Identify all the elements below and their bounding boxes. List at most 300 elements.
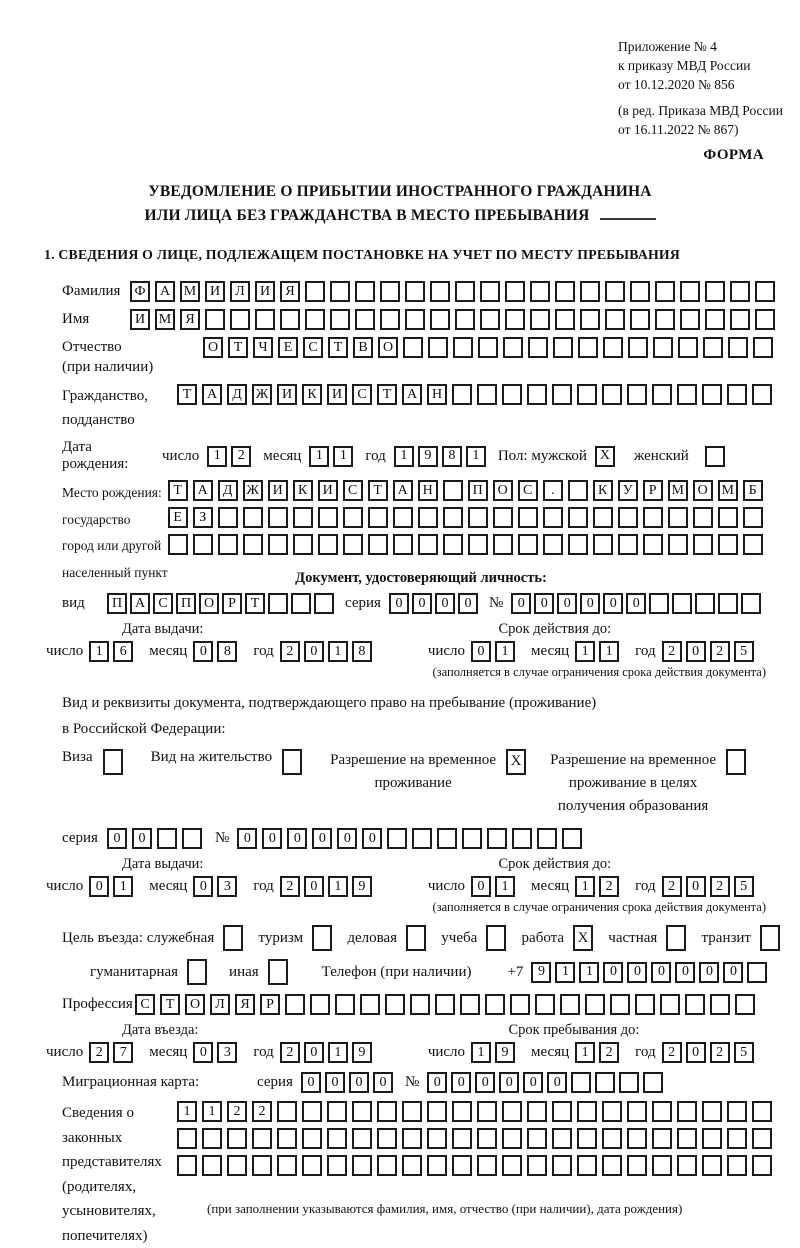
char-box[interactable]: С xyxy=(518,480,538,501)
char-box[interactable]: Р xyxy=(260,994,280,1015)
char-box[interactable] xyxy=(660,994,680,1015)
char-box[interactable] xyxy=(580,281,600,302)
checkbox-male[interactable]: X xyxy=(595,446,615,467)
char-box[interactable] xyxy=(537,828,557,849)
char-box[interactable] xyxy=(635,994,655,1015)
char-box[interactable] xyxy=(377,1101,397,1122)
char-box[interactable] xyxy=(680,309,700,330)
char-box[interactable]: 0 xyxy=(132,828,152,849)
char-box[interactable] xyxy=(368,507,388,528)
char-box[interactable] xyxy=(741,593,761,614)
char-box[interactable] xyxy=(427,1128,447,1149)
char-box[interactable]: С xyxy=(352,384,372,405)
char-box[interactable] xyxy=(693,507,713,528)
char-box[interactable]: К xyxy=(593,480,613,501)
char-box[interactable]: 0 xyxy=(686,876,706,897)
char-box[interactable]: 1 xyxy=(599,641,619,662)
char-box[interactable] xyxy=(352,1101,372,1122)
char-box[interactable]: А xyxy=(155,281,175,302)
char-box[interactable]: 0 xyxy=(686,1042,706,1063)
char-box[interactable] xyxy=(327,1155,347,1176)
char-box[interactable] xyxy=(703,337,723,358)
checkbox-private[interactable] xyxy=(666,925,686,951)
checkbox-visa[interactable] xyxy=(103,749,123,775)
char-box[interactable] xyxy=(602,1155,622,1176)
char-box[interactable] xyxy=(553,337,573,358)
char-box[interactable]: 9 xyxy=(418,446,438,467)
char-box[interactable] xyxy=(577,384,597,405)
char-box[interactable] xyxy=(560,994,580,1015)
char-box[interactable] xyxy=(655,309,675,330)
checkbox-official[interactable] xyxy=(223,925,243,951)
checkbox-other[interactable] xyxy=(268,959,288,985)
char-box[interactable]: 1 xyxy=(471,1042,491,1063)
char-box[interactable] xyxy=(747,962,767,983)
char-box[interactable] xyxy=(343,534,363,555)
char-box[interactable] xyxy=(753,337,773,358)
char-box[interactable]: 2 xyxy=(710,876,730,897)
char-box[interactable] xyxy=(668,534,688,555)
char-box[interactable] xyxy=(318,534,338,555)
char-box[interactable] xyxy=(627,1128,647,1149)
char-box[interactable]: Л xyxy=(230,281,250,302)
char-box[interactable] xyxy=(405,309,425,330)
char-box[interactable] xyxy=(718,534,738,555)
char-box[interactable] xyxy=(430,309,450,330)
char-box[interactable]: С xyxy=(343,480,363,501)
char-box[interactable] xyxy=(314,593,334,614)
char-box[interactable]: 1 xyxy=(113,876,133,897)
char-box[interactable]: Ф xyxy=(130,281,150,302)
char-box[interactable] xyxy=(693,534,713,555)
char-box[interactable]: Т xyxy=(245,593,265,614)
char-box[interactable] xyxy=(752,1155,772,1176)
char-box[interactable] xyxy=(293,507,313,528)
char-box[interactable] xyxy=(618,507,638,528)
char-box[interactable] xyxy=(705,281,725,302)
char-box[interactable] xyxy=(285,994,305,1015)
char-box[interactable] xyxy=(577,1128,597,1149)
char-box[interactable] xyxy=(527,384,547,405)
char-box[interactable]: 5 xyxy=(734,1042,754,1063)
char-box[interactable]: И xyxy=(205,281,225,302)
char-box[interactable] xyxy=(268,507,288,528)
char-box[interactable]: 0 xyxy=(471,641,491,662)
char-box[interactable] xyxy=(672,593,692,614)
char-box[interactable]: 5 xyxy=(734,876,754,897)
char-box[interactable] xyxy=(410,994,430,1015)
char-box[interactable] xyxy=(255,309,275,330)
char-box[interactable]: 0 xyxy=(534,593,554,614)
char-box[interactable] xyxy=(593,534,613,555)
char-box[interactable]: 8 xyxy=(217,641,237,662)
char-box[interactable]: П xyxy=(468,480,488,501)
char-box[interactable]: Т xyxy=(228,337,248,358)
char-box[interactable] xyxy=(552,1128,572,1149)
char-box[interactable] xyxy=(502,1101,522,1122)
char-box[interactable] xyxy=(677,384,697,405)
char-box[interactable] xyxy=(535,994,555,1015)
char-box[interactable]: 1 xyxy=(466,446,486,467)
char-box[interactable] xyxy=(343,507,363,528)
char-box[interactable]: 0 xyxy=(304,641,324,662)
char-box[interactable] xyxy=(502,1155,522,1176)
char-box[interactable] xyxy=(568,480,588,501)
char-box[interactable] xyxy=(730,309,750,330)
char-box[interactable] xyxy=(468,534,488,555)
char-box[interactable] xyxy=(493,507,513,528)
char-box[interactable]: 2 xyxy=(662,876,682,897)
char-box[interactable] xyxy=(268,534,288,555)
char-box[interactable]: 0 xyxy=(427,1072,447,1093)
char-box[interactable] xyxy=(528,337,548,358)
char-box[interactable] xyxy=(677,1101,697,1122)
char-box[interactable]: Ж xyxy=(243,480,263,501)
char-box[interactable] xyxy=(610,994,630,1015)
char-box[interactable]: Т xyxy=(168,480,188,501)
char-box[interactable] xyxy=(380,281,400,302)
char-box[interactable] xyxy=(543,534,563,555)
char-box[interactable] xyxy=(477,1155,497,1176)
char-box[interactable]: О xyxy=(693,480,713,501)
char-box[interactable]: 1 xyxy=(177,1101,197,1122)
char-box[interactable] xyxy=(402,1101,422,1122)
char-box[interactable]: 1 xyxy=(202,1101,222,1122)
char-box[interactable] xyxy=(630,281,650,302)
char-box[interactable] xyxy=(330,281,350,302)
char-box[interactable] xyxy=(302,1128,322,1149)
char-box[interactable] xyxy=(418,534,438,555)
char-box[interactable] xyxy=(352,1128,372,1149)
char-box[interactable] xyxy=(377,1128,397,1149)
char-box[interactable] xyxy=(702,384,722,405)
char-box[interactable]: 0 xyxy=(547,1072,567,1093)
char-box[interactable] xyxy=(627,1155,647,1176)
char-box[interactable] xyxy=(385,994,405,1015)
char-box[interactable]: 0 xyxy=(471,876,491,897)
char-box[interactable] xyxy=(727,1101,747,1122)
char-box[interactable]: 1 xyxy=(394,446,414,467)
char-box[interactable] xyxy=(243,534,263,555)
char-box[interactable]: 9 xyxy=(495,1042,515,1063)
char-box[interactable] xyxy=(628,337,648,358)
char-box[interactable] xyxy=(730,281,750,302)
char-box[interactable] xyxy=(543,507,563,528)
char-box[interactable]: 0 xyxy=(675,962,695,983)
char-box[interactable]: 2 xyxy=(227,1101,247,1122)
char-box[interactable] xyxy=(602,1101,622,1122)
char-box[interactable] xyxy=(227,1128,247,1149)
char-box[interactable] xyxy=(649,593,669,614)
char-box[interactable] xyxy=(355,281,375,302)
char-box[interactable] xyxy=(727,1155,747,1176)
char-box[interactable]: 0 xyxy=(337,828,357,849)
char-box[interactable] xyxy=(277,1155,297,1176)
char-box[interactable]: 0 xyxy=(580,593,600,614)
char-box[interactable] xyxy=(402,1128,422,1149)
char-box[interactable]: 2 xyxy=(599,1042,619,1063)
char-box[interactable]: 1 xyxy=(495,641,515,662)
char-box[interactable] xyxy=(578,337,598,358)
char-box[interactable]: Д xyxy=(227,384,247,405)
char-box[interactable]: 1 xyxy=(575,1042,595,1063)
char-box[interactable] xyxy=(702,1128,722,1149)
char-box[interactable] xyxy=(193,534,213,555)
checkbox-temp-residence-edu[interactable] xyxy=(726,749,746,775)
char-box[interactable] xyxy=(478,337,498,358)
checkbox-tourism[interactable] xyxy=(312,925,332,951)
char-box[interactable] xyxy=(552,384,572,405)
char-box[interactable] xyxy=(493,534,513,555)
char-box[interactable] xyxy=(512,828,532,849)
char-box[interactable] xyxy=(310,994,330,1015)
char-box[interactable] xyxy=(627,384,647,405)
char-box[interactable] xyxy=(643,1072,663,1093)
char-box[interactable] xyxy=(619,1072,639,1093)
char-box[interactable] xyxy=(330,309,350,330)
char-box[interactable]: 0 xyxy=(89,876,109,897)
char-box[interactable] xyxy=(452,384,472,405)
char-box[interactable] xyxy=(455,309,475,330)
char-box[interactable]: 1 xyxy=(579,962,599,983)
char-box[interactable]: 7 xyxy=(113,1042,133,1063)
char-box[interactable] xyxy=(530,281,550,302)
char-box[interactable] xyxy=(718,507,738,528)
char-box[interactable] xyxy=(302,1101,322,1122)
char-box[interactable]: Н xyxy=(418,480,438,501)
char-box[interactable] xyxy=(252,1128,272,1149)
char-box[interactable]: 2 xyxy=(710,641,730,662)
checkbox-study[interactable] xyxy=(486,925,506,951)
char-box[interactable]: Д xyxy=(218,480,238,501)
char-box[interactable] xyxy=(485,994,505,1015)
char-box[interactable]: 9 xyxy=(352,1042,372,1063)
char-box[interactable] xyxy=(527,1128,547,1149)
char-box[interactable] xyxy=(182,828,202,849)
char-box[interactable] xyxy=(602,1128,622,1149)
char-box[interactable]: 0 xyxy=(107,828,127,849)
char-box[interactable]: 0 xyxy=(193,641,213,662)
char-box[interactable]: У xyxy=(618,480,638,501)
char-box[interactable] xyxy=(405,281,425,302)
char-box[interactable] xyxy=(743,534,763,555)
char-box[interactable] xyxy=(655,281,675,302)
char-box[interactable]: 2 xyxy=(710,1042,730,1063)
char-box[interactable] xyxy=(653,337,673,358)
char-box[interactable] xyxy=(527,1101,547,1122)
char-box[interactable] xyxy=(277,1128,297,1149)
char-box[interactable] xyxy=(603,337,623,358)
char-box[interactable]: 1 xyxy=(495,876,515,897)
char-box[interactable] xyxy=(678,337,698,358)
char-box[interactable]: 1 xyxy=(328,1042,348,1063)
char-box[interactable] xyxy=(435,994,455,1015)
char-box[interactable]: Я xyxy=(180,309,200,330)
char-box[interactable] xyxy=(562,828,582,849)
char-box[interactable] xyxy=(302,1155,322,1176)
char-box[interactable]: П xyxy=(107,593,127,614)
char-box[interactable]: А xyxy=(193,480,213,501)
char-box[interactable] xyxy=(502,384,522,405)
char-box[interactable]: 0 xyxy=(304,1042,324,1063)
char-box[interactable] xyxy=(755,281,775,302)
char-box[interactable] xyxy=(412,828,432,849)
char-box[interactable] xyxy=(168,534,188,555)
char-box[interactable]: Р xyxy=(643,480,663,501)
char-box[interactable]: 0 xyxy=(451,1072,471,1093)
char-box[interactable] xyxy=(218,534,238,555)
char-box[interactable] xyxy=(355,309,375,330)
char-box[interactable]: 0 xyxy=(237,828,257,849)
char-box[interactable]: 1 xyxy=(309,446,329,467)
char-box[interactable] xyxy=(452,1128,472,1149)
char-box[interactable] xyxy=(280,309,300,330)
char-box[interactable]: 9 xyxy=(352,876,372,897)
char-box[interactable] xyxy=(455,281,475,302)
char-box[interactable] xyxy=(530,309,550,330)
char-box[interactable] xyxy=(443,534,463,555)
char-box[interactable] xyxy=(477,1101,497,1122)
char-box[interactable]: А xyxy=(130,593,150,614)
char-box[interactable] xyxy=(393,507,413,528)
char-box[interactable] xyxy=(202,1155,222,1176)
char-box[interactable] xyxy=(293,534,313,555)
char-box[interactable]: 1 xyxy=(328,641,348,662)
char-box[interactable] xyxy=(518,534,538,555)
char-box[interactable] xyxy=(430,281,450,302)
char-box[interactable] xyxy=(205,309,225,330)
char-box[interactable]: 1 xyxy=(555,962,575,983)
char-box[interactable] xyxy=(453,337,473,358)
char-box[interactable]: И xyxy=(255,281,275,302)
char-box[interactable] xyxy=(652,1128,672,1149)
char-box[interactable] xyxy=(685,994,705,1015)
char-box[interactable]: Я xyxy=(235,994,255,1015)
char-box[interactable] xyxy=(618,534,638,555)
char-box[interactable]: 0 xyxy=(523,1072,543,1093)
char-box[interactable]: 0 xyxy=(349,1072,369,1093)
char-box[interactable] xyxy=(318,507,338,528)
char-box[interactable] xyxy=(602,384,622,405)
char-box[interactable]: М xyxy=(155,309,175,330)
char-box[interactable]: Н xyxy=(427,384,447,405)
char-box[interactable]: Т xyxy=(377,384,397,405)
char-box[interactable]: 0 xyxy=(627,962,647,983)
char-box[interactable] xyxy=(443,507,463,528)
char-box[interactable]: 2 xyxy=(280,1042,300,1063)
char-box[interactable] xyxy=(480,281,500,302)
char-box[interactable] xyxy=(252,1155,272,1176)
char-box[interactable]: 2 xyxy=(89,1042,109,1063)
checkbox-business[interactable] xyxy=(406,925,426,951)
char-box[interactable]: А xyxy=(402,384,422,405)
char-box[interactable]: Р xyxy=(222,593,242,614)
char-box[interactable]: 2 xyxy=(662,641,682,662)
char-box[interactable]: 0 xyxy=(373,1072,393,1093)
char-box[interactable] xyxy=(577,1101,597,1122)
char-box[interactable]: 0 xyxy=(458,593,478,614)
char-box[interactable]: О xyxy=(199,593,219,614)
checkbox-transit[interactable] xyxy=(760,925,780,951)
char-box[interactable]: И xyxy=(318,480,338,501)
char-box[interactable] xyxy=(352,1155,372,1176)
char-box[interactable] xyxy=(427,1155,447,1176)
char-box[interactable] xyxy=(462,828,482,849)
char-box[interactable]: О xyxy=(185,994,205,1015)
char-box[interactable]: 2 xyxy=(280,876,300,897)
char-box[interactable] xyxy=(580,309,600,330)
char-box[interactable]: Ж xyxy=(252,384,272,405)
char-box[interactable] xyxy=(218,507,238,528)
char-box[interactable] xyxy=(755,309,775,330)
char-box[interactable]: Ч xyxy=(253,337,273,358)
char-box[interactable]: 0 xyxy=(389,593,409,614)
char-box[interactable]: 2 xyxy=(280,641,300,662)
char-box[interactable] xyxy=(552,1155,572,1176)
char-box[interactable] xyxy=(452,1155,472,1176)
char-box[interactable] xyxy=(427,1101,447,1122)
char-box[interactable]: 0 xyxy=(723,962,743,983)
char-box[interactable]: 0 xyxy=(435,593,455,614)
char-box[interactable]: 1 xyxy=(575,641,595,662)
char-box[interactable]: Е xyxy=(278,337,298,358)
char-box[interactable]: П xyxy=(176,593,196,614)
char-box[interactable]: 0 xyxy=(262,828,282,849)
char-box[interactable]: А xyxy=(202,384,222,405)
char-box[interactable] xyxy=(487,828,507,849)
char-box[interactable]: С xyxy=(303,337,323,358)
char-box[interactable]: 5 xyxy=(734,641,754,662)
char-box[interactable] xyxy=(568,507,588,528)
char-box[interactable] xyxy=(157,828,177,849)
char-box[interactable]: 0 xyxy=(287,828,307,849)
char-box[interactable]: К xyxy=(302,384,322,405)
char-box[interactable] xyxy=(727,1128,747,1149)
char-box[interactable]: Б xyxy=(743,480,763,501)
char-box[interactable] xyxy=(727,384,747,405)
char-box[interactable]: 0 xyxy=(511,593,531,614)
char-box[interactable]: 1 xyxy=(575,876,595,897)
char-box[interactable] xyxy=(605,281,625,302)
char-box[interactable]: 2 xyxy=(662,1042,682,1063)
char-box[interactable] xyxy=(468,507,488,528)
char-box[interactable]: 0 xyxy=(686,641,706,662)
char-box[interactable]: Т xyxy=(177,384,197,405)
char-box[interactable] xyxy=(387,828,407,849)
char-box[interactable] xyxy=(505,309,525,330)
char-box[interactable] xyxy=(743,507,763,528)
char-box[interactable] xyxy=(402,1155,422,1176)
char-box[interactable] xyxy=(327,1128,347,1149)
char-box[interactable]: 0 xyxy=(699,962,719,983)
char-box[interactable]: Л xyxy=(210,994,230,1015)
char-box[interactable]: . xyxy=(543,480,563,501)
char-box[interactable]: 0 xyxy=(651,962,671,983)
char-box[interactable]: 9 xyxy=(531,962,551,983)
char-box[interactable] xyxy=(437,828,457,849)
char-box[interactable] xyxy=(527,1155,547,1176)
char-box[interactable]: Т xyxy=(160,994,180,1015)
char-box[interactable]: 0 xyxy=(626,593,646,614)
char-box[interactable]: 8 xyxy=(442,446,462,467)
char-box[interactable] xyxy=(752,1128,772,1149)
char-box[interactable]: И xyxy=(277,384,297,405)
char-box[interactable]: 8 xyxy=(352,641,372,662)
char-box[interactable] xyxy=(555,309,575,330)
char-box[interactable] xyxy=(477,384,497,405)
char-box[interactable] xyxy=(380,309,400,330)
char-box[interactable]: 1 xyxy=(328,876,348,897)
